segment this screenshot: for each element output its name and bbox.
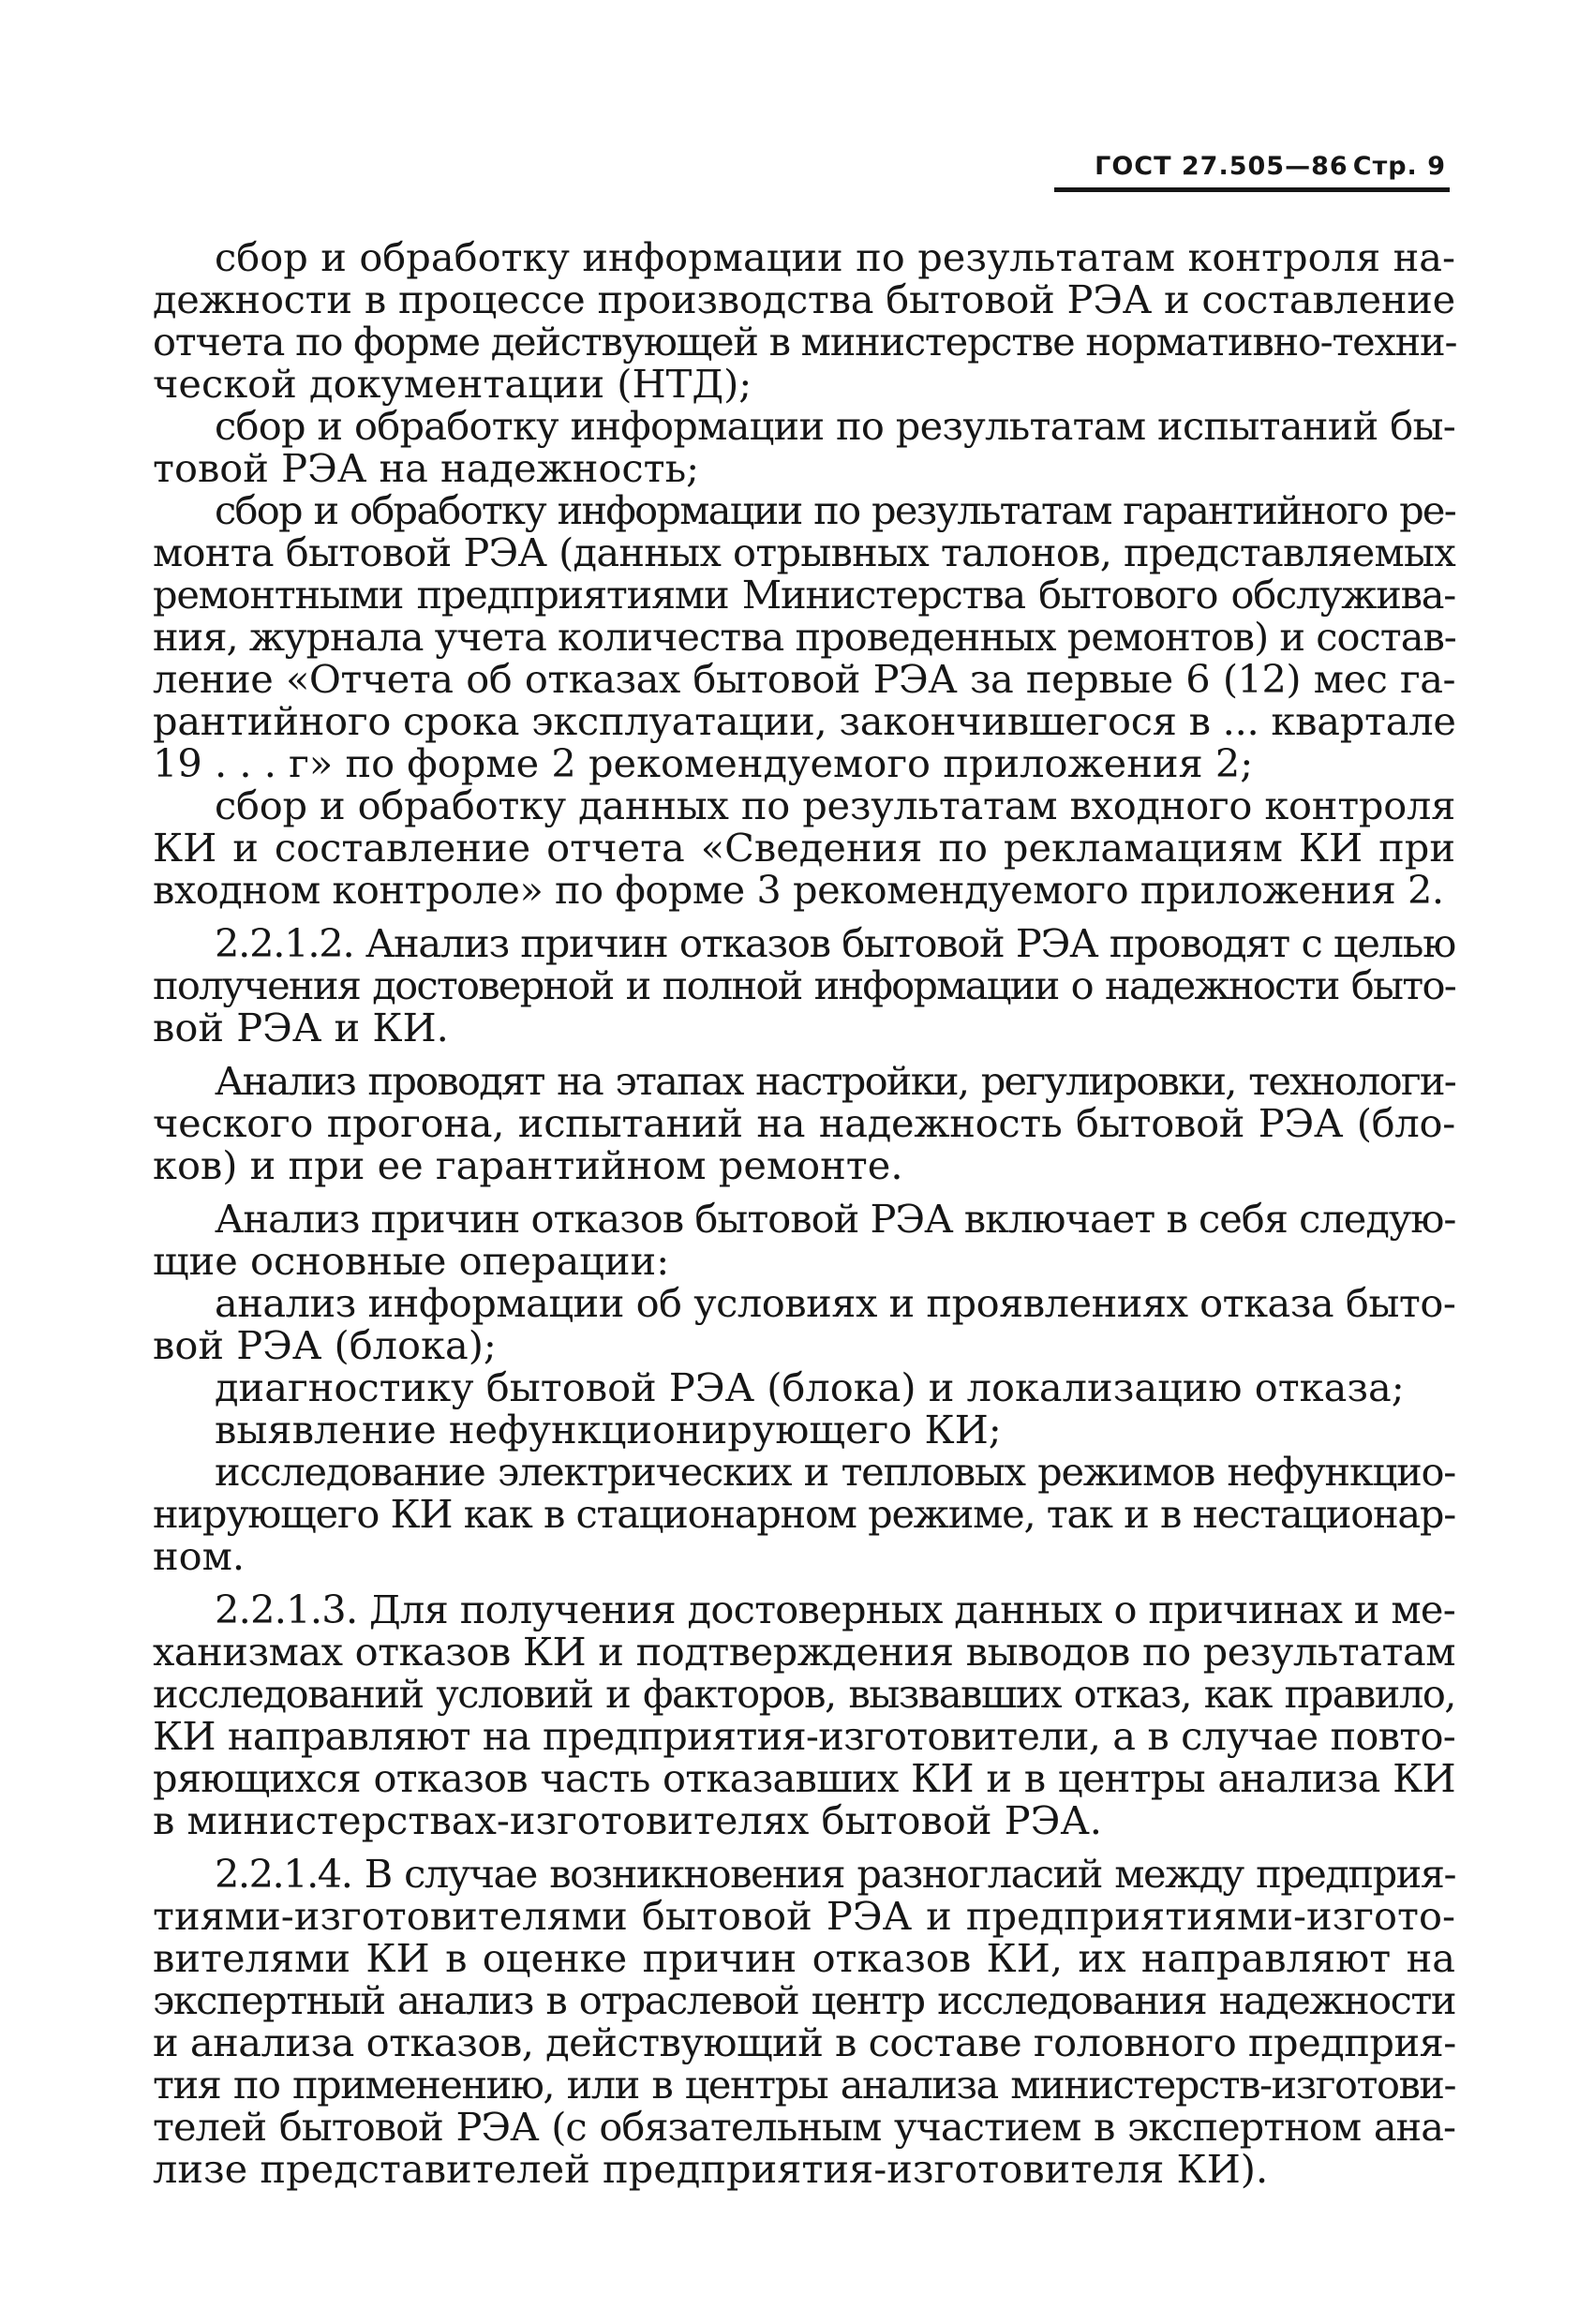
text-line: анализ информации об условиях и проявлениях отказа быто- (215, 1280, 1456, 1326)
text-line: экспертный анализ в отраслевой центр исследования надежности (153, 1977, 1455, 2023)
text-line: щие основные операции: (153, 1238, 670, 1284)
text-line: ния, журнала учета количества проведенных ремонтов) и состав- (153, 614, 1456, 660)
text-line: вителями КИ в оценке причин отказов КИ, их направляют на (153, 1935, 1455, 1981)
text-line: ремонтными предприятиями Министерства бытового обслужива- (153, 572, 1455, 618)
text-line: телей бытовой РЭА (с обязательным участием в экспертном ана- (153, 2104, 1455, 2150)
text-line: ном. (153, 1533, 246, 1579)
text-line: 19 . . . г» по форме 2 рекомендуемого приложения 2; (153, 740, 1254, 786)
text-line: сбор и обработку информации по результатам испытаний бы- (215, 403, 1455, 449)
text-line: в министерствах-изготовителях бытовой РЭА. (153, 1797, 1102, 1843)
text-line: нирующего КИ как в стационарном режиме, так и в нестационар- (153, 1491, 1455, 1537)
document-body (153, 236, 1455, 2190)
text-line: ление «Отчета об отказах бытовой РЭА за первые 6 (12) мес га- (153, 656, 1455, 702)
text-line: дежности в процессе производства бытовой РЭА и составление (153, 276, 1455, 322)
text-line: КИ направляют на предприятия-изготовители, а в случае повто- (153, 1713, 1455, 1759)
text-line: сбор и обработку информации по результатам контроля на- (215, 234, 1455, 280)
text-line: ческого прогона, испытаний на надежность бытовой РЭА (бло- (153, 1100, 1455, 1146)
standard-number: ГОСТ 27.505—86 (1095, 152, 1348, 181)
text-line: Анализ проводят на этапах настройки, регулировки, технологи- (215, 1058, 1455, 1104)
text-line: ков) и при ее гарантийном ремонте. (153, 1142, 903, 1188)
text-line: получения достоверной и полной информации о надежности быто- (153, 962, 1455, 1008)
text-line: входном контроле» по форме 3 рекомендуемого приложения 2. (153, 867, 1444, 913)
text-line: Анализ причин отказов бытовой РЭА включает в себя следую- (215, 1196, 1456, 1242)
text-line: 2.2.1.4. В случае возникновения разногласий между предприя- (215, 1851, 1455, 1897)
text-line: лизе представителей предприятия-изготовителя КИ). (153, 2146, 1269, 2192)
text-line: и анализа отказов, действующий в составе головного предприя- (153, 2019, 1456, 2065)
header-rule (1054, 187, 1450, 192)
text-line: 2.2.1.3. Для получения достоверных данных о причинах и ме- (215, 1587, 1455, 1632)
text-line: сбор и обработку данных по результатам входного контроля (215, 782, 1455, 828)
page-number: Стр. 9 (1352, 152, 1446, 181)
text-line: тиями-изготовителями бытовой РЭА и предприятиями-изгото- (153, 1893, 1455, 1939)
text-line: сбор и обработку информации по результатам гарантийного ре- (215, 487, 1455, 533)
text-line: ческой документации (НТД); (153, 361, 752, 407)
text-line: рантийного срока эксплуатации, закончившегося в ... квартале (153, 698, 1456, 744)
text-line: 2.2.1.2. Анализ причин отказов бытовой РЭА проводят с целью (215, 920, 1455, 966)
page-header (1095, 150, 1446, 184)
text-line: тия по применению, или в центры анализа министерств-изготови- (153, 2062, 1455, 2108)
text-line: товой РЭА на надежность; (153, 445, 700, 491)
text-line: отчета по форме действующей в министерстве нормативно-техни- (153, 319, 1457, 365)
text-line: вой РЭА и КИ. (153, 1005, 449, 1050)
text-line: диагностику бытовой РЭА (блока) и локализацию отказа; (215, 1364, 1405, 1410)
text-line: выявление нефункционирующего КИ; (215, 1407, 1002, 1452)
text-line: исследований условий и факторов, вызвавших отказ, как правило, (153, 1671, 1455, 1717)
text-line: вой РЭА (блока); (153, 1322, 497, 1368)
text-line: монта бытовой РЭА (данных отрывных талонов, представляемых (153, 529, 1455, 575)
text-line: исследование электрических и тепловых режимов нефункцио- (215, 1449, 1455, 1495)
text-line: КИ и составление отчета «Сведения по рекламациям КИ при (153, 825, 1455, 871)
text-line: ханизмах отказов КИ и подтверждения выводов по результатам (153, 1629, 1455, 1675)
text-line: ряющихся отказов часть отказавших КИ и в центры анализа КИ (153, 1755, 1455, 1801)
